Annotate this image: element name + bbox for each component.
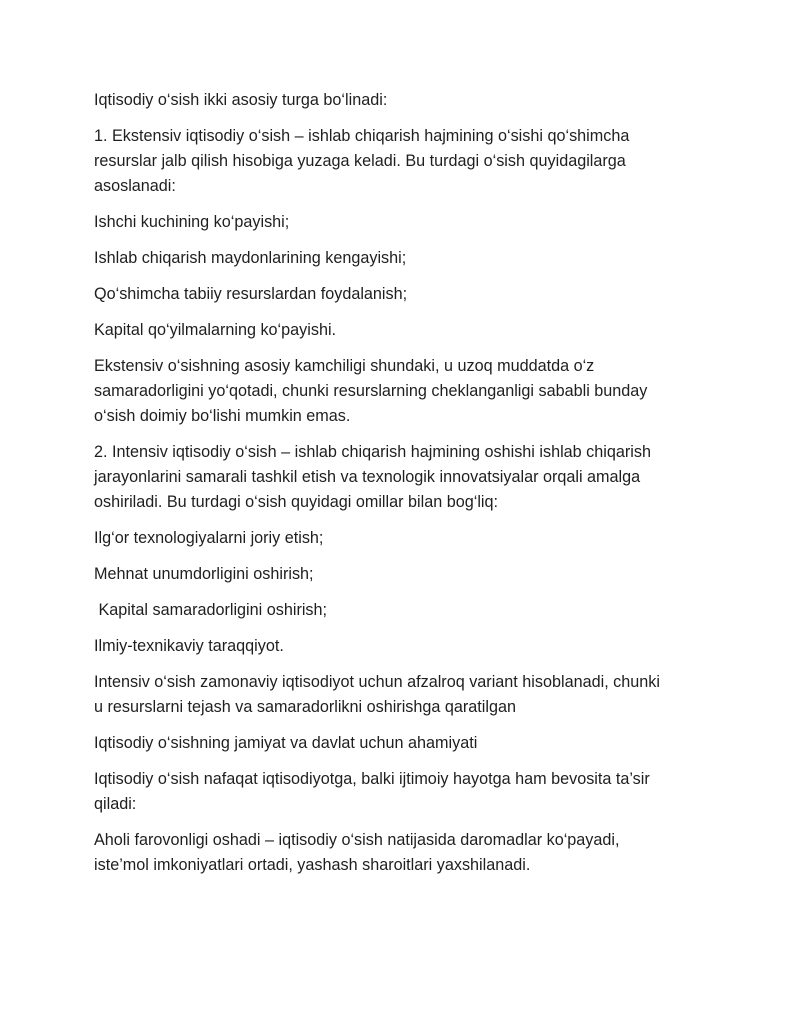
intensive-growth-paragraph: 2. Intensiv iqtisodiy o‘sish – ishlab chiqarish hajmining oshishi ishlab chiqarish jarayonlarini samarali tashkil etish va texnologik innovatsiyalar orqali amalga oshiriladi. Bu turdagi o‘sish quyidagi omillar bilan bog‘liq: xyxy=(94,443,656,511)
importance-paragraph: Iqtisodiy o‘sish nafaqat iqtisodiyotga, balki ijtimoiy hayotga ham bevosita ta’sir qiladi: xyxy=(94,770,655,813)
list-item: Mehnat unumdorligini oshirish; xyxy=(94,565,314,583)
list-item: Ishlab chiqarish maydonlarining kengayishi; xyxy=(94,249,407,267)
list-item: Ishchi kuchining ko‘payishi; xyxy=(94,213,290,231)
intro-paragraph: Iqtisodiy o‘sish ikki asosiy turga bo‘linadi: xyxy=(94,91,388,109)
intensive-advantage-paragraph: Intensiv o‘sish zamonaviy iqtisodiyot uchun afzalroq variant hisoblanadi, chunki u resurslarni tejash va samaradorlikni oshirishga qaratilgan xyxy=(94,673,665,716)
list-item: Kapital qo‘yilmalarning ko‘payishi. xyxy=(94,321,337,339)
list-item: Ilmiy-texnikaviy taraqqiyot. xyxy=(94,637,284,655)
extensive-drawback-paragraph: Ekstensiv o‘sishning asosiy kamchiligi shundaki, u uzoq muddatda o‘z samaradorligini yo‘qotadi, chunki resurslarning cheklanganligi sababli bunday o‘sish doimiy bo‘lishi mumkin emas. xyxy=(94,357,652,425)
section-heading: Iqtisodiy o‘sishning jamiyat va davlat uchun ahamiyati xyxy=(94,734,478,752)
list-item: Ilg‘or texnologiyalarni joriy etish; xyxy=(94,529,324,547)
extensive-growth-paragraph: 1. Ekstensiv iqtisodiy o‘sish – ishlab chiqarish hajmining o‘sishi qo‘shimcha resurslar jalb qilish hisobiga yuzaga keladi. Bu turdagi o‘sish quyidagilarga asoslanadi: xyxy=(94,127,634,195)
list-item: Kapital samaradorligini oshirish; xyxy=(94,601,328,619)
welfare-paragraph: Aholi farovonligi oshadi – iqtisodiy o‘sish natijasida daromadlar ko‘payadi, iste’mol imkoniyatlari ortadi, yashash sharoitlari yaxshilanadi. xyxy=(94,831,624,874)
list-item: Qo‘shimcha tabiiy resurslardan foydalanish; xyxy=(94,285,408,303)
